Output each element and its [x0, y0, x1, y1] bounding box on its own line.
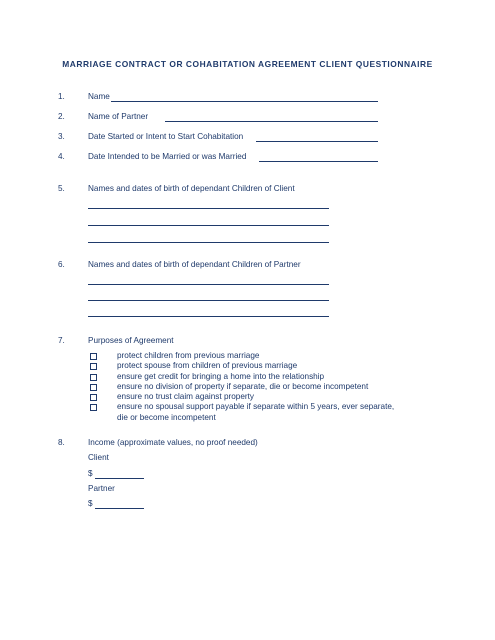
item-number-3: 3.: [58, 132, 65, 141]
purpose-option-4: ensure no division of property if separate, die or become incompetent: [117, 382, 369, 391]
client-children-line-2[interactable]: [88, 225, 329, 226]
item-number-8: 8.: [58, 438, 65, 447]
item-number-7: 7.: [58, 336, 65, 345]
purpose-checkbox-3[interactable]: [90, 374, 97, 381]
purpose-option-1: protect children from previous marriage: [117, 351, 260, 360]
item-label-client-children: Names and dates of birth of dependant Children of Client: [88, 184, 295, 193]
client-children-line-3[interactable]: [88, 242, 329, 243]
purpose-option-3: ensure get credit for bringing a home into the relationship: [117, 372, 325, 381]
item-label-partner-name: Name of Partner: [88, 112, 149, 121]
purpose-checkbox-1[interactable]: [90, 353, 97, 360]
item-label-name: Name: [88, 92, 110, 101]
partner-income-label: Partner: [88, 484, 115, 493]
partner-children-line-3[interactable]: [88, 316, 329, 317]
marriage-date-field-line[interactable]: [259, 161, 378, 162]
purpose-checkbox-5[interactable]: [90, 394, 97, 401]
document-title: MARRIAGE CONTRACT OR COHABITATION AGREEMENT CLIENT QUESTIONNAIRE: [62, 59, 433, 69]
client-income-field-line[interactable]: [95, 478, 144, 479]
name-field-line[interactable]: [111, 101, 378, 102]
item-number-1: 1.: [58, 92, 65, 101]
purpose-checkbox-6[interactable]: [90, 404, 97, 411]
item-label-cohabitation-date: Date Started or Intent to Start Cohabitation: [88, 132, 244, 141]
item-label-partner-children: Names and dates of birth of dependant Children of Partner: [88, 260, 301, 269]
purpose-option-6-continued: die or become incompetent: [117, 413, 216, 422]
item-number-4: 4.: [58, 152, 65, 161]
item-label-income: Income (approximate values, no proof needed): [88, 438, 258, 447]
partner-children-line-2[interactable]: [88, 300, 329, 301]
item-label-purposes: Purposes of Agreement: [88, 336, 174, 345]
purpose-option-6: ensure no spousal support payable if separate within 5 years, ever separate,: [117, 402, 395, 411]
item-number-6: 6.: [58, 260, 65, 269]
purpose-checkbox-2[interactable]: [90, 363, 97, 370]
item-label-marriage-date: Date Intended to be Married or was Married: [88, 152, 247, 161]
partner-income-field-line[interactable]: [95, 508, 144, 509]
client-income-label: Client: [88, 453, 109, 462]
item-number-2: 2.: [58, 112, 65, 121]
client-income-currency: $: [88, 469, 93, 478]
item-number-5: 5.: [58, 184, 65, 193]
client-children-line-1[interactable]: [88, 208, 329, 209]
cohabitation-date-field-line[interactable]: [256, 141, 378, 142]
purpose-checkbox-4[interactable]: [90, 384, 97, 391]
partner-name-field-line[interactable]: [165, 121, 378, 122]
purpose-option-2: protect spouse from children of previous marriage: [117, 361, 298, 370]
purpose-option-5: ensure no trust claim against property: [117, 392, 254, 401]
partner-income-currency: $: [88, 499, 93, 508]
partner-children-line-1[interactable]: [88, 284, 329, 285]
